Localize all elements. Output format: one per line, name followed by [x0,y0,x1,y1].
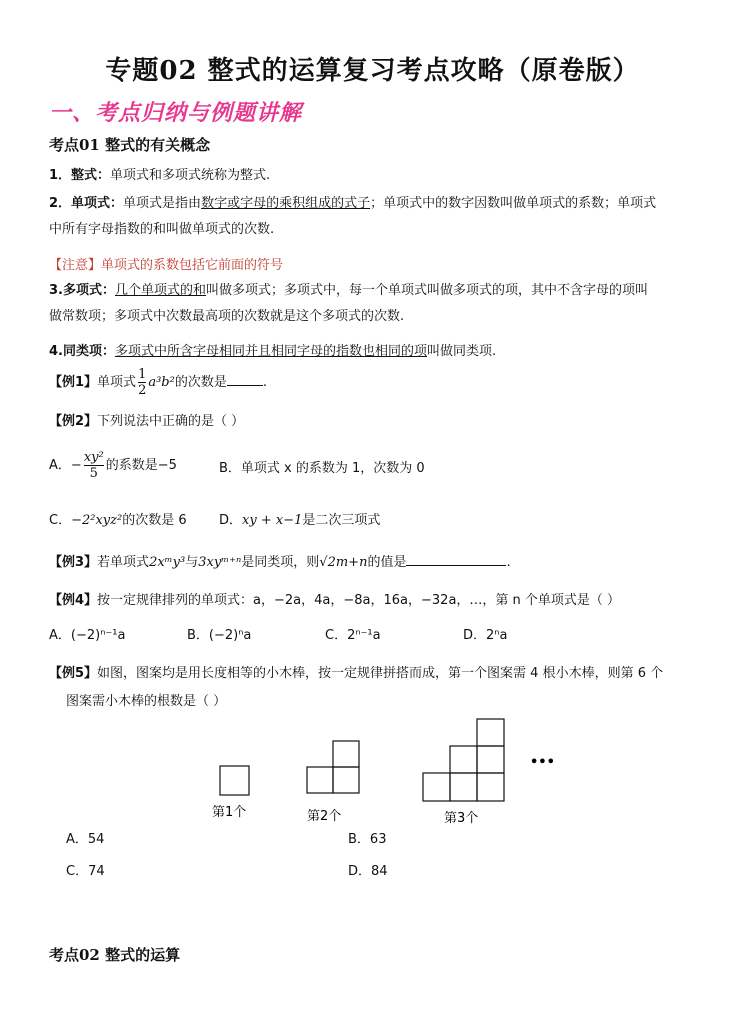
fig3-label: 第3个 [444,811,479,826]
ex1-blank [227,373,263,386]
ex2-option-a: A．− $\frac{\text{xy²}}{5}$ 的系数是−5 [49,450,177,481]
example-5 [49,664,663,684]
ex4-option-c: C．2ⁿ⁻¹a [325,628,381,643]
def4-post: 叫做同类项. [427,344,497,359]
def3-label: 3.多项式： [49,283,115,298]
ex3-sqrt: √2m+n [319,555,368,570]
ex1-frac-den: 2 [138,383,147,398]
ex3-term2: 3xyᵐ⁺ⁿ [198,555,242,570]
example-2 [49,412,244,432]
ex2-d-post: 是二次三项式 [302,513,381,528]
def4-label: 4.同类项： [49,344,115,359]
ex4-text: 按一定规律排列的单项式：a，−2a，4a，−8a，16a，−32a，…，第 n 个单项式是（ ） [97,593,621,608]
ex2-a-post: 的系数是−5 [105,458,177,473]
ex4-label: 【例4】 [49,593,98,608]
ex3-post: 是同类项，则 [241,555,320,570]
ex5-line2: 图案需小木棒的根数是（ ） [66,694,227,709]
fig2-label: 第2个 [307,809,342,824]
def3-underline: 几个单项式的和 [114,283,206,298]
ex2-c-expr: −2²xyz² [71,513,123,528]
pattern-2 [307,741,359,793]
def2-pre: 单项式是指由 [123,196,202,211]
ex2-option-c [49,511,187,531]
ex4-option-a: A．(−2)ⁿ⁻¹a [49,628,126,643]
ex2-a-den: 5 [89,466,98,481]
def3-line2: 做常数项；多项式中次数最高项的次数就是这个多项式的次数. [49,309,405,324]
ex2-d-label: D． [219,513,243,528]
ex1-label: 【例1】 [49,375,98,390]
def-monomial [49,194,656,214]
def-like-terms [49,342,496,362]
ex5-text: 如图，图案均是用长度相等的小木棒，按一定规律拼搭而成，第一个图案需 4 根小木棒，则第 6 个 [97,666,664,681]
ex3-mid: 与 [185,555,199,570]
def2-line2: 中所有字母指数的和叫做单项式的次数. [49,222,275,237]
ex4-option-b: B．(−2)ⁿa [187,628,252,643]
ex3-end: . [506,555,511,570]
ex2-a-num: xy² [83,450,104,465]
def1-text: 单项式和多项式统称为整式. [110,168,271,183]
ex1-post: 的次数是 [174,375,227,390]
kp2-heading: 考点02 整式的运算 [49,946,181,964]
note: 【注意】单项式的系数包括它前面的符号 [49,258,284,273]
ex2-text: 下列说法中正确的是（ ） [97,414,245,429]
ex2-option-b: B．单项式 x 的系数为 1，次数为 0 [219,461,425,476]
ex1-expr: a³b² [148,375,175,390]
ex3-post2: 的值是 [367,555,407,570]
pattern-1-square [220,766,249,795]
def3-post: 叫做多项式；多项式中，每一个单项式叫做多项式的项，其中不含字母的项叫 [206,283,649,298]
ex2-c-post: 的次数是 6 [122,513,187,528]
def1-label: 1．整式： [49,168,111,183]
def2-underline: 数字或字母的乘积组成的式子 [201,196,371,211]
def-polynomial-expression [49,166,270,186]
ex2-a-fraction [84,450,104,481]
ex3-label: 【例3】 [49,555,98,570]
ex5-figure [200,716,560,828]
pattern-3 [423,719,504,801]
ex5-option-a: A．54 [66,832,105,847]
ex2-option-d [219,511,380,531]
ex2-label: 【例2】 [49,414,98,429]
ex5-option-d: D．84 [348,864,388,879]
ex1-end: . [262,375,267,390]
def4-underline: 多项式中所含字母相同并且相同字母的指数也相同的项 [114,344,427,359]
ex4-option-d: D．2ⁿa [463,628,508,643]
ex1-fraction [138,367,146,398]
continuation-dots: ••• [530,755,555,770]
ex3-term1: 2xᵐy³ [149,555,186,570]
ex3-pre: 若单项式 [97,555,150,570]
ex2-a-label: A． [49,458,71,473]
page-title: 专题02 整式的运算复习考点攻略（原卷版） [105,56,640,86]
ex5-label: 【例5】 [49,666,98,681]
example-3 [49,553,511,573]
def2-label: 2．单项式： [49,196,124,211]
ex5-option-c: C．74 [66,864,105,879]
def-polynomial [49,281,648,301]
def2-post: ；单项式中的数字因数叫做单项式的系数；单项式 [370,196,657,211]
section-heading: 一、考点归纳与例题讲解 [49,101,303,126]
ex1-pre: 单项式 [97,375,137,390]
kp1-heading: 考点01 整式的有关概念 [49,136,211,154]
ex3-blank [406,553,506,566]
fig1-label: 第1个 [212,805,247,820]
example-1 [49,366,267,400]
pattern-1 [220,766,249,795]
ex2-d-expr: xy + x−1 [242,513,303,528]
ex1-frac-num: 1 [138,367,147,382]
example-4 [49,591,620,611]
ex2-c-label: C． [49,513,72,528]
ex5-option-b: B．63 [348,832,387,847]
